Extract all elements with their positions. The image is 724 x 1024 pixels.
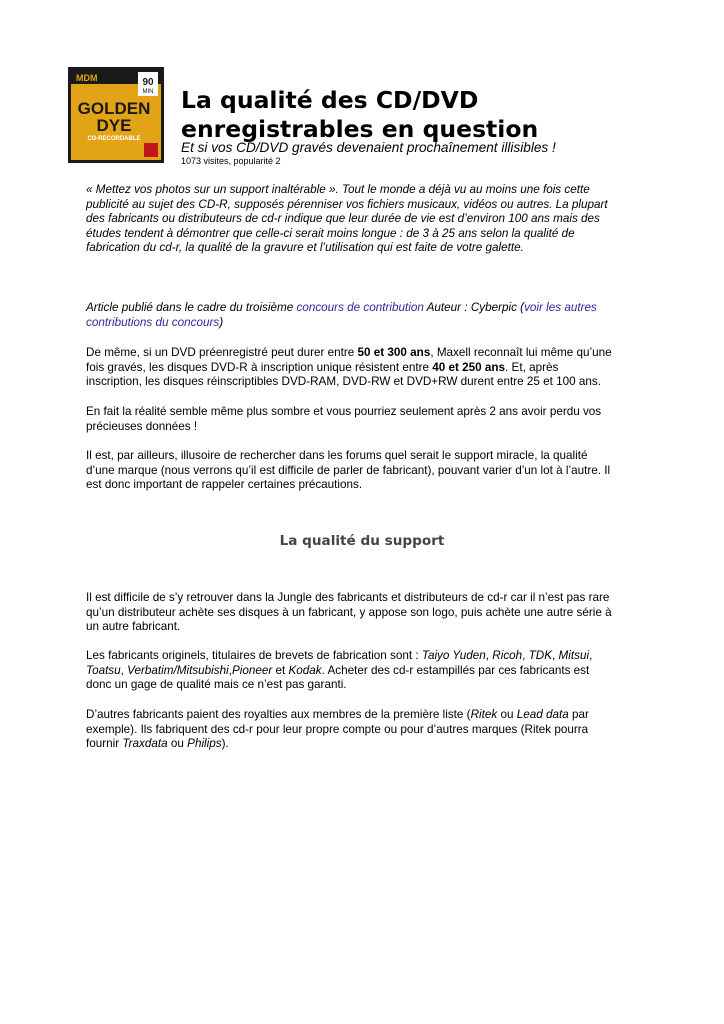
section-title: La qualité du support xyxy=(279,533,445,549)
cover-logo-sub: CD-RECORDABLE xyxy=(87,136,141,142)
cover-logo-line2: DYE xyxy=(96,116,132,135)
golden-dye-cd-cover-image xyxy=(68,67,164,163)
text: . Acheter des cd-r estampillés par ces fabricants est xyxy=(321,663,590,677)
sep: , xyxy=(120,663,128,677)
cover-badge-text: 90 xyxy=(142,77,154,88)
note-text: Article publié dans le cadre du troisième xyxy=(86,301,297,314)
cover-logo-line1: GOLDEN xyxy=(77,99,151,118)
text: qu’un distributeur achète ses disques à un fabricant, y appose son logo, puis achète une autre série à xyxy=(86,605,612,619)
intro-line: études tendent à démontrer que celle-ci serait moins longue : de 3 à 25 ans selon la qualité de xyxy=(86,226,575,240)
sep: ou xyxy=(497,708,517,721)
text: Il est difficile de s’y retrouver dans la Jungle des fabricants et distributeurs de cd-r car il n’est pas rare xyxy=(86,591,610,604)
intro-line: « Mettez vos photos sur un support inaltérable ». Tout le monde a déjà vu au moins une fois cette xyxy=(86,183,590,196)
intro-paragraph xyxy=(86,183,638,256)
text: ). xyxy=(221,737,229,751)
bold-range-2: 40 et 250 ans xyxy=(432,360,506,374)
intro-line: des fabricants ou distributeurs de cd-r indique que leur durée de vie est d’environ 100 ans mais des xyxy=(86,212,600,226)
sep: ou xyxy=(167,737,188,751)
article-note xyxy=(86,301,638,330)
text: est donc important de rappeler certaines précautions. xyxy=(86,478,363,492)
note-close: ) xyxy=(219,315,224,329)
intro-line: publicité au sujet des CD-R, supposés pérenniser vos fichiers musicaux, vidéos ou autres. La plupart xyxy=(86,197,608,211)
manufacturer-name: TDK xyxy=(528,649,553,662)
sep: , xyxy=(228,663,232,677)
other-contributions-link-part2[interactable]: contributions du concours xyxy=(86,315,220,329)
text: Il est, par ailleurs, illusoire de rechercher dans les forums quel serait le support miracle, la qualité xyxy=(86,449,588,462)
intro-line: fabrication du cd-r, la qualité de la gravure et l’utilisation qui est faite de votre galette. xyxy=(86,241,524,255)
text: En fait la réalité semble même plus sombre et vous pourriez seulement après 2 ans avoir perdu vos xyxy=(86,405,602,418)
text: inscription, les disques réinscriptibles DVD-RAM, DVD-RW et DVD+RW durent entre 25 et 100 ans. xyxy=(86,375,601,389)
manufacturer-name: Pioneer xyxy=(231,663,273,677)
manufacturer-name: Kodak xyxy=(288,663,322,677)
paragraph-royalties xyxy=(86,708,638,752)
note-author: Auteur : Cyberpic ( xyxy=(423,301,525,314)
text: D’autres fabricants paient des royalties aux membres de la première liste ( xyxy=(86,708,471,721)
cover-badge-sub: MIN xyxy=(142,89,154,95)
text: précieuses données ! xyxy=(86,419,198,433)
paragraph-jungle xyxy=(86,591,638,635)
manufacturer-name: Lead data xyxy=(516,708,569,721)
sep: , xyxy=(589,649,593,662)
page-title xyxy=(181,86,661,144)
text: Les fabricants originels, titulaires de brevets de fabrication sont : xyxy=(86,649,422,662)
text: donc un gage de qualité mais ce n’est pas garanti. xyxy=(86,678,347,692)
text: De même, si un DVD préenregistré peut durer entre xyxy=(86,346,358,359)
paragraph-forums xyxy=(86,449,638,493)
text: exemple). Ils fabriquent des cd-r pour leur propre compte ou pour d’autres marques (Ritek pourra xyxy=(86,722,589,736)
text: , Maxell reconnaît lui même qu’une xyxy=(430,346,612,359)
paragraph-manufacturers xyxy=(86,649,638,693)
cover-red-badge xyxy=(144,143,158,157)
manufacturer-name: Philips xyxy=(187,737,222,751)
visit-stats: 1073 visites, popularité 2 xyxy=(181,156,281,166)
text: . Et, après xyxy=(505,360,559,374)
sep: , xyxy=(485,649,493,662)
contest-link[interactable]: concours de contribution xyxy=(296,301,424,314)
paragraph-reality xyxy=(86,405,638,434)
manufacturer-name: Ricoh xyxy=(492,649,523,662)
text: par xyxy=(568,708,589,721)
manufacturer-name: Toatsu xyxy=(86,663,121,677)
manufacturer-name: Ritek xyxy=(470,708,498,721)
bold-range-1: 50 et 300 ans xyxy=(357,346,431,359)
manufacturer-name: Verbatim/Mitsubishi xyxy=(127,663,229,677)
manufacturer-name: Taiyo Yuden xyxy=(421,649,486,662)
text: fois gravés, les disques DVD-R à inscription unique résistent entre xyxy=(86,360,433,374)
manufacturer-name: Mitsui xyxy=(558,649,590,662)
paragraph-dvd-lifetime xyxy=(86,346,638,390)
text: d’une marque (nous verrons qu’il est difficile de parler de fabricant), pouvant varier d’un lot à l’autre. Il xyxy=(86,463,611,477)
page-subtitle: Et si vos CD/DVD gravés devenaient prochaînement illisibles ! xyxy=(181,140,556,155)
manufacturer-name: Traxdata xyxy=(122,737,168,751)
text: un autre fabricant. xyxy=(86,620,181,634)
other-contributions-link-part1[interactable]: voir les autres xyxy=(524,301,597,314)
text: fournir xyxy=(86,737,123,751)
title-line-1: La qualité des CD/DVD xyxy=(181,86,479,114)
sep: , xyxy=(552,649,559,662)
sep: , xyxy=(522,649,529,662)
sep: et xyxy=(272,663,289,677)
title-line-2: enregistrables en question xyxy=(181,115,539,143)
cover-brand-text: MDM xyxy=(76,73,98,83)
